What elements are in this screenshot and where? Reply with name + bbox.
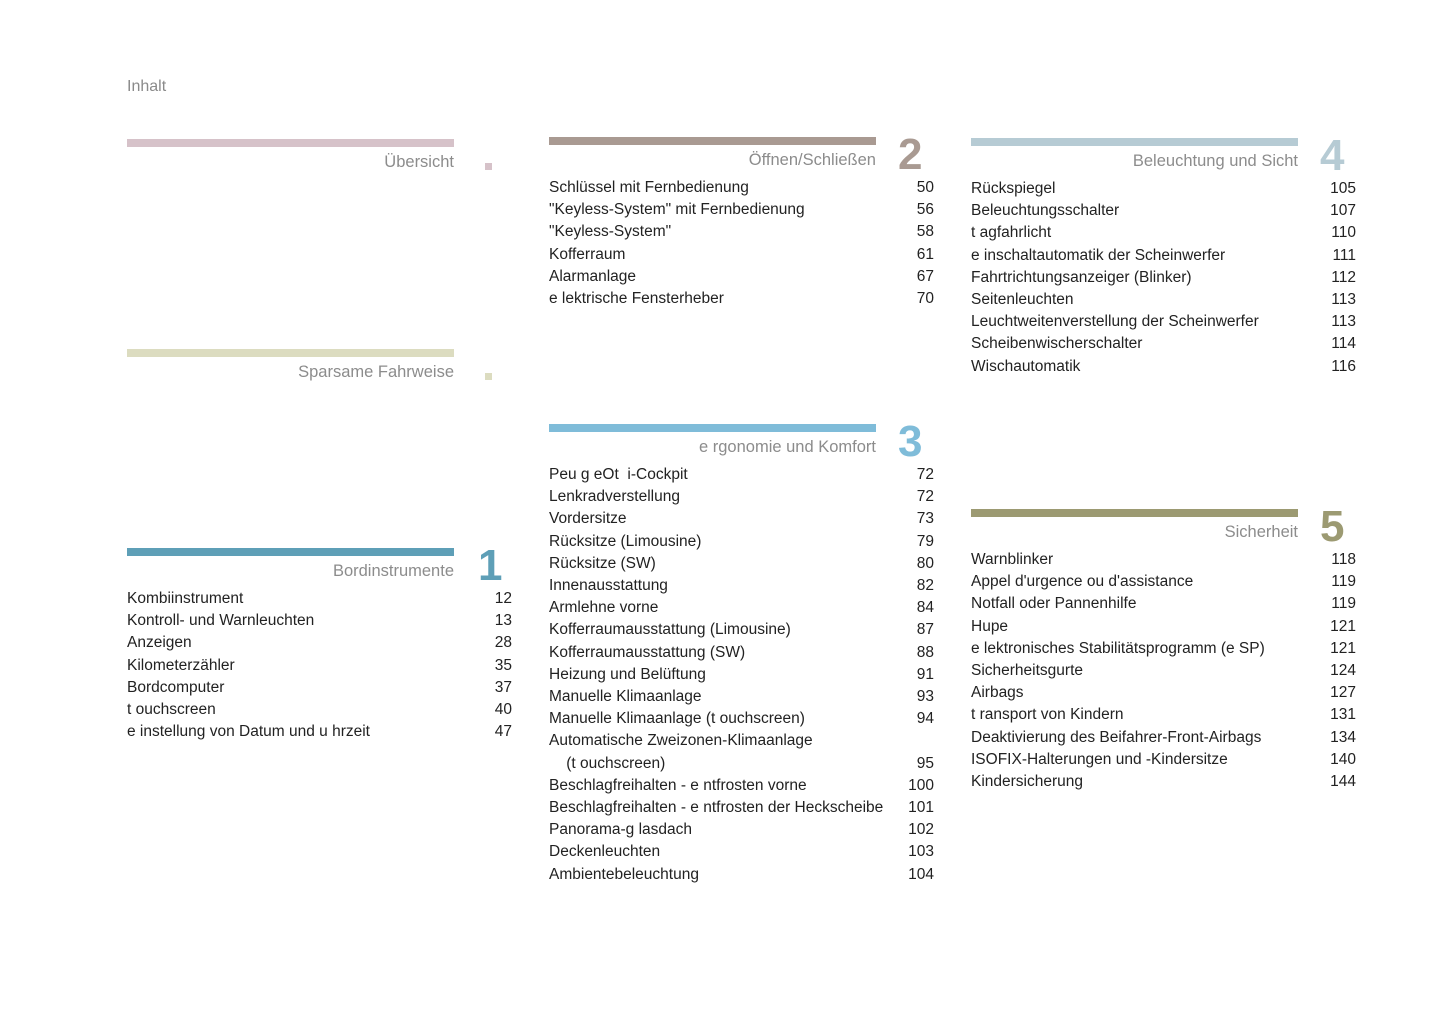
toc-entry-label: Peu g eOt i-Cockpit: [549, 466, 688, 483]
section-sparsam: [127, 349, 512, 389]
toc-entry[interactable]: [971, 771, 1356, 793]
toc-entry[interactable]: [549, 464, 934, 486]
section-number: 2: [898, 130, 923, 179]
toc-entry[interactable]: [971, 727, 1356, 749]
toc-entry[interactable]: [971, 616, 1356, 638]
entry-list: [549, 177, 934, 310]
toc-entry[interactable]: [971, 200, 1356, 222]
toc-entry-page: 84: [916, 599, 934, 617]
toc-entry[interactable]: [549, 864, 934, 886]
section-marker: [485, 163, 492, 170]
toc-entry[interactable]: [549, 531, 934, 553]
toc-entry-label: Beschlagfreihalten - e ntfrosten der Heckscheibe: [549, 799, 884, 817]
toc-entry[interactable]: [971, 333, 1356, 355]
toc-entry-page: 67: [916, 267, 934, 285]
toc-entry[interactable]: [549, 841, 934, 863]
toc-entry-label: Deckenleuchten: [549, 843, 661, 861]
toc-entry-page: 105: [1330, 180, 1356, 197]
toc-entry-label: Manuelle Klimaanlage (t ouchscreen): [549, 710, 805, 728]
toc-entry-label: Notfall oder Pannenhilfe: [971, 595, 1137, 613]
toc-entry[interactable]: [127, 610, 512, 632]
toc-entry-page: 40: [494, 701, 512, 719]
section-bar: [549, 424, 876, 432]
toc-entry[interactable]: [971, 704, 1356, 726]
toc-entry-page: 100: [908, 776, 934, 794]
toc-entry-page: 119: [1331, 595, 1356, 613]
toc-entry[interactable]: [549, 486, 934, 508]
toc-entry[interactable]: [971, 356, 1356, 378]
toc-entry-page: 88: [916, 643, 934, 661]
toc-entry[interactable]: [549, 775, 934, 797]
toc-entry[interactable]: [549, 797, 934, 819]
toc-entry[interactable]: [549, 819, 934, 841]
toc-entry-label: e inschaltautomatik der Scheinwerfer: [971, 246, 1226, 264]
entry-list: [127, 588, 512, 743]
toc-entry-label: Lenkradverstellung: [549, 488, 680, 506]
toc-entry-label: Schlüssel mit Fernbedienung: [549, 179, 749, 196]
section-title[interactable]: Öffnen/Schließen: [748, 151, 876, 169]
toc-entry[interactable]: [549, 221, 934, 243]
toc-entry-page: 131: [1330, 706, 1356, 724]
toc-entry-label: "Keyless-System": [549, 223, 672, 241]
toc-entry-label: "Keyless-System" mit Fernbedienung: [549, 201, 805, 219]
toc-entry[interactable]: [549, 619, 934, 641]
toc-entry-page: 110: [1331, 224, 1356, 242]
toc-entry-label: e instellung von Datum und u hrzeit: [127, 723, 370, 741]
toc-entry-page: 94: [916, 710, 934, 728]
toc-entry-page: 82: [916, 577, 934, 595]
entry-list: [549, 464, 934, 886]
toc-entry-page: 58: [916, 223, 934, 241]
toc-entry-label: Warnblinker: [971, 551, 1054, 568]
toc-entry-page: 91: [916, 665, 934, 683]
toc-entry-page: 93: [916, 688, 934, 706]
toc-entry-label: Panorama-g lasdach: [549, 821, 693, 839]
section-oeffnen-schliessen: [549, 130, 934, 310]
toc-entry-page: 102: [908, 821, 934, 839]
toc-entry-label: Kofferraumausstattung (Limousine): [549, 621, 791, 639]
toc-entry[interactable]: [127, 588, 512, 610]
toc-entry-page: 56: [916, 201, 934, 219]
toc-entry-page: 114: [1331, 335, 1356, 353]
toc-entry-label: e lektrische Fensterheber: [549, 290, 724, 308]
toc-entry-label: Kofferraumausstattung (SW): [549, 643, 746, 661]
section-number: 5: [1320, 502, 1345, 551]
section-bar: [971, 138, 1298, 146]
section-number: 1: [478, 541, 503, 590]
toc-entry-label: Innenausstattung: [549, 577, 668, 595]
section-title[interactable]: Übersicht: [384, 153, 454, 171]
toc-entry[interactable]: [549, 266, 934, 288]
toc-entry[interactable]: [549, 597, 934, 619]
toc-entry-label: Bordcomputer: [127, 678, 225, 696]
toc-entry[interactable]: [549, 686, 934, 708]
toc-entry-label: Leuchtweitenverstellung der Scheinwerfer: [971, 313, 1259, 331]
toc-entry-page: 116: [1331, 357, 1356, 375]
toc-entry-page: 47: [494, 723, 512, 741]
toc-entry-label: Appel d'urgence ou d'assistance: [971, 573, 1194, 591]
toc-entry[interactable]: [127, 632, 512, 654]
toc-entry-page: 121: [1330, 617, 1356, 635]
toc-entry-page: 113: [1331, 291, 1356, 309]
toc-entry-label: Seitenleuchten: [971, 291, 1074, 309]
toc-entry-label: Fahrtrichtungsanzeiger (Blinker): [971, 268, 1192, 286]
section-title[interactable]: Bordinstrumente: [332, 562, 454, 580]
toc-entry-label: Rücksitze (SW): [549, 554, 656, 572]
toc-entry[interactable]: [549, 664, 934, 686]
toc-entry-page: 50: [916, 179, 934, 196]
toc-entry[interactable]: [971, 571, 1356, 593]
toc-entry-label: Armlehne vorne: [549, 599, 659, 617]
toc-entry-page: 79: [916, 532, 934, 550]
toc-entry-page: 104: [908, 865, 934, 883]
toc-entry-label: Hupe: [971, 617, 1009, 635]
toc-entry[interactable]: [549, 575, 934, 597]
section-title[interactable]: e rgonomie und Komfort: [698, 438, 876, 456]
toc-entry-label: Ambientebeleuchtung: [549, 865, 699, 883]
toc-entry-label: Beleuchtungsschalter: [971, 202, 1120, 220]
toc-entry[interactable]: [127, 655, 512, 677]
section-bordinstrumente: [127, 541, 512, 743]
toc-entry-page: 28: [494, 634, 512, 652]
toc-entry-label: Kombiinstrument: [127, 590, 244, 607]
section-beleuchtung-sicht: [971, 131, 1356, 378]
section-title[interactable]: Beleuchtung und Sicht: [1132, 152, 1298, 170]
toc-entry-page: 112: [1331, 268, 1356, 286]
toc-entry-label: Kilometerzähler: [127, 656, 235, 674]
toc-entry[interactable]: [127, 699, 512, 721]
toc-entry[interactable]: [549, 288, 934, 310]
toc-entry[interactable]: [549, 199, 934, 221]
toc-entry-page: 87: [916, 621, 934, 639]
toc-entry-label: Heizung und Belüftung: [549, 665, 706, 683]
toc-entry-label: ISOFIX-Halterungen und -Kindersitze: [971, 750, 1228, 768]
toc-entry-page: 140: [1330, 750, 1356, 768]
section-bar: [127, 548, 454, 556]
toc-entry[interactable]: [549, 177, 934, 199]
toc-entry-label: Scheibenwischerschalter: [971, 335, 1143, 353]
section-bar: [127, 349, 454, 357]
toc-entry-page: 73: [916, 510, 934, 528]
toc-entry[interactable]: [549, 730, 934, 774]
toc-entry-page: 70: [916, 290, 934, 308]
toc-entry-page: 118: [1331, 551, 1356, 568]
toc-entry-page: 107: [1330, 202, 1356, 220]
toc-entry[interactable]: [971, 593, 1356, 615]
toc-entry[interactable]: [549, 508, 934, 530]
toc-entry-label: Kofferraum: [549, 245, 626, 263]
toc-entry-label: Vordersitze: [549, 510, 627, 528]
entry-list: [971, 178, 1356, 378]
toc-entry-label: Anzeigen: [127, 634, 192, 652]
toc-entry[interactable]: [127, 721, 512, 743]
toc-entry[interactable]: [549, 553, 934, 575]
toc-entry-page: 35: [494, 656, 512, 674]
toc-entry-label: Sicherheitsgurte: [971, 662, 1084, 680]
toc-entry-label: t ransport von Kindern: [971, 706, 1124, 724]
toc-entry-label: Kontroll- und Warnleuchten: [127, 612, 315, 630]
toc-entry[interactable]: [971, 289, 1356, 311]
toc-entry-page: 80: [916, 554, 934, 572]
toc-entry-label: Rücksitze (Limousine): [549, 532, 702, 550]
toc-entry-page: 119: [1331, 573, 1356, 591]
section-sicherheit: [971, 502, 1356, 793]
section-bar: [971, 509, 1298, 517]
toc-entry[interactable]: [549, 244, 934, 266]
toc-entry-label: e lektronisches Stabilitätsprogramm (e SP): [971, 639, 1265, 657]
toc-entry[interactable]: [971, 267, 1356, 289]
section-uebersicht: [127, 139, 512, 179]
toc-entry-label: Alarmanlage: [549, 267, 637, 285]
toc-entry[interactable]: [971, 638, 1356, 660]
toc-entry-label: Beschlagfreihalten - e ntfrosten vorne: [549, 776, 807, 794]
toc-entry-page: 37: [494, 678, 512, 696]
toc-entry[interactable]: [971, 660, 1356, 682]
entry-list: [971, 549, 1356, 793]
toc-entry-page: 95: [916, 754, 934, 772]
section-marker: [485, 373, 492, 380]
toc-entry-page: 103: [908, 843, 934, 861]
toc-entry-page: 72: [916, 488, 934, 506]
toc-entry-page: 72: [916, 466, 934, 483]
toc-entry-page: 127: [1330, 684, 1356, 702]
section-ergonomie-komfort: [549, 417, 934, 886]
toc-entry-label: Kindersicherung: [971, 773, 1084, 791]
toc-entry[interactable]: [971, 222, 1356, 244]
toc-entry[interactable]: [127, 677, 512, 699]
section-title[interactable]: Sicherheit: [1224, 523, 1298, 541]
toc-entry[interactable]: [971, 245, 1356, 267]
toc-entry[interactable]: [971, 749, 1356, 771]
section-number: 3: [898, 417, 923, 466]
toc-entry-label: Airbags: [971, 684, 1024, 702]
section-bar: [549, 137, 876, 145]
toc-entry[interactable]: [971, 549, 1356, 571]
page-header: Inhalt: [127, 78, 167, 95]
toc-entry-page: 111: [1332, 246, 1356, 264]
toc-entry-label: t agfahrlicht: [971, 224, 1052, 242]
toc-entry-page: 121: [1330, 639, 1356, 657]
toc-entry-label: Rückspiegel: [971, 180, 1056, 197]
toc-entry-label: Automatische Zweizonen-Klimaanlage (t ouchscreen): [549, 732, 813, 772]
section-title[interactable]: Sparsame Fahrweise: [298, 363, 454, 381]
toc-entry-page: 134: [1330, 728, 1356, 746]
toc-entry[interactable]: [971, 682, 1356, 704]
toc-entry-page: 12: [494, 590, 512, 607]
section-number: 4: [1320, 131, 1345, 180]
toc-entry[interactable]: [971, 311, 1356, 333]
toc-entry-page: 124: [1330, 662, 1356, 680]
toc-entry-page: 113: [1331, 313, 1356, 331]
toc-entry[interactable]: [549, 708, 934, 730]
toc-entry-label: Wischautomatik: [971, 357, 1081, 375]
toc-entry-label: Manuelle Klimaanlage: [549, 688, 702, 706]
toc-entry-label: Deaktivierung des Beifahrer-Front-Airbags: [971, 728, 1262, 746]
toc-entry[interactable]: [971, 178, 1356, 200]
toc-entry-page: 144: [1330, 773, 1356, 791]
toc-entry-page: 13: [494, 612, 512, 630]
toc-entry-label: t ouchscreen: [127, 701, 216, 719]
toc-entry-page: 61: [916, 245, 934, 263]
toc-entry-page: 101: [908, 799, 934, 817]
section-bar: [127, 139, 454, 147]
toc-entry[interactable]: [549, 642, 934, 664]
